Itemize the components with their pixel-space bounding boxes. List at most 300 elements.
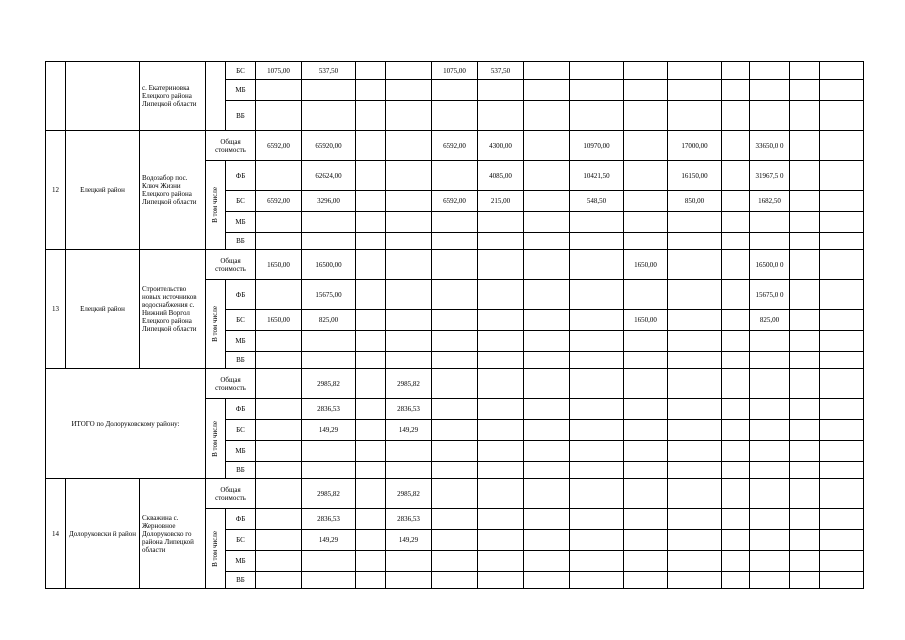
num-cell: 13 bbox=[46, 250, 66, 369]
value-cell bbox=[624, 462, 668, 479]
value-cell bbox=[820, 62, 864, 80]
budget-type: БС bbox=[226, 530, 256, 551]
district-cell: Елецкий район bbox=[66, 131, 140, 250]
value-cell bbox=[256, 462, 302, 479]
value-cell: 149,29 bbox=[386, 420, 432, 441]
value-cell bbox=[356, 331, 386, 352]
value-cell bbox=[570, 352, 624, 369]
value-cell bbox=[750, 441, 790, 462]
value-cell bbox=[668, 212, 722, 233]
value-cell bbox=[524, 212, 570, 233]
value-cell bbox=[750, 551, 790, 572]
value-cell bbox=[478, 331, 524, 352]
value-cell bbox=[570, 331, 624, 352]
value-cell bbox=[432, 80, 478, 101]
value-cell bbox=[820, 131, 864, 161]
value-cell bbox=[624, 479, 668, 509]
value-cell: 149,29 bbox=[386, 530, 432, 551]
value-cell: 17000,00 bbox=[668, 131, 722, 161]
value-cell bbox=[570, 441, 624, 462]
value-cell bbox=[722, 551, 750, 572]
value-cell: 1650,00 bbox=[256, 310, 302, 331]
value-cell: 6592,00 bbox=[432, 191, 478, 212]
value-cell bbox=[820, 420, 864, 441]
value-cell: 1075,00 bbox=[256, 62, 302, 80]
table-row bbox=[46, 250, 864, 280]
value-cell bbox=[668, 369, 722, 399]
value-cell bbox=[256, 420, 302, 441]
budget-type: МБ bbox=[226, 212, 256, 233]
value-cell bbox=[624, 352, 668, 369]
value-cell bbox=[750, 101, 790, 131]
value-cell bbox=[432, 420, 478, 441]
value-cell bbox=[256, 101, 302, 131]
value-cell bbox=[570, 420, 624, 441]
value-cell bbox=[386, 161, 432, 191]
value-cell bbox=[356, 530, 386, 551]
value-cell bbox=[524, 509, 570, 530]
value-cell bbox=[722, 101, 750, 131]
value-cell bbox=[386, 352, 432, 369]
value-cell: 4085,00 bbox=[478, 161, 524, 191]
value-cell bbox=[820, 551, 864, 572]
value-cell bbox=[790, 191, 820, 212]
value-cell bbox=[356, 509, 386, 530]
value-cell bbox=[624, 80, 668, 101]
budget-type: БС bbox=[226, 191, 256, 212]
value-cell: 149,29 bbox=[302, 420, 356, 441]
value-cell: 548,50 bbox=[570, 191, 624, 212]
budget-type: ФБ bbox=[226, 399, 256, 420]
value-cell bbox=[820, 441, 864, 462]
value-cell bbox=[478, 212, 524, 233]
value-cell bbox=[722, 331, 750, 352]
value-cell bbox=[820, 331, 864, 352]
value-cell bbox=[750, 212, 790, 233]
value-cell bbox=[668, 441, 722, 462]
value-cell bbox=[478, 352, 524, 369]
value-cell bbox=[356, 131, 386, 161]
value-cell bbox=[256, 161, 302, 191]
value-cell bbox=[722, 352, 750, 369]
district-cell: Долоруковски й район bbox=[66, 479, 140, 589]
value-cell: 62624,00 bbox=[302, 161, 356, 191]
value-cell: 2836,53 bbox=[386, 509, 432, 530]
value-cell bbox=[722, 131, 750, 161]
value-cell bbox=[790, 161, 820, 191]
value-cell bbox=[478, 101, 524, 131]
value-cell bbox=[722, 280, 750, 310]
value-cell bbox=[668, 572, 722, 589]
budget-type: МБ bbox=[226, 551, 256, 572]
value-cell bbox=[624, 161, 668, 191]
value-cell: 65920,00 bbox=[302, 131, 356, 161]
value-cell bbox=[302, 212, 356, 233]
value-cell bbox=[750, 530, 790, 551]
value-cell bbox=[302, 551, 356, 572]
value-cell bbox=[256, 352, 302, 369]
value-cell bbox=[386, 233, 432, 250]
value-cell bbox=[386, 62, 432, 80]
value-cell bbox=[624, 572, 668, 589]
value-cell bbox=[524, 399, 570, 420]
value-cell: 10421,50 bbox=[570, 161, 624, 191]
value-cell bbox=[356, 369, 386, 399]
value-cell bbox=[668, 80, 722, 101]
value-cell bbox=[256, 369, 302, 399]
value-cell bbox=[256, 280, 302, 310]
value-cell bbox=[624, 191, 668, 212]
value-cell bbox=[722, 191, 750, 212]
value-cell bbox=[478, 369, 524, 399]
value-cell bbox=[356, 250, 386, 280]
value-cell bbox=[570, 530, 624, 551]
value-cell bbox=[750, 462, 790, 479]
value-cell bbox=[570, 212, 624, 233]
value-cell: 537,50 bbox=[478, 62, 524, 80]
value-cell bbox=[478, 530, 524, 551]
value-cell bbox=[624, 233, 668, 250]
value-cell bbox=[302, 572, 356, 589]
value-cell: 1650,00 bbox=[256, 250, 302, 280]
budget-type: ФБ bbox=[226, 161, 256, 191]
budget-type: МБ bbox=[226, 80, 256, 101]
value-cell bbox=[386, 310, 432, 331]
value-cell bbox=[570, 572, 624, 589]
value-cell bbox=[524, 331, 570, 352]
object-cell: с. Екатериновка Елецкого района Липецкой области bbox=[140, 62, 206, 131]
value-cell bbox=[356, 551, 386, 572]
value-cell bbox=[790, 509, 820, 530]
value-cell bbox=[790, 212, 820, 233]
value-cell bbox=[750, 80, 790, 101]
value-cell: 6592,00 bbox=[256, 131, 302, 161]
value-cell bbox=[722, 420, 750, 441]
value-cell bbox=[432, 310, 478, 331]
value-cell bbox=[790, 250, 820, 280]
value-cell bbox=[668, 331, 722, 352]
value-cell bbox=[524, 551, 570, 572]
budget-type: ВБ bbox=[226, 233, 256, 250]
value-cell bbox=[524, 250, 570, 280]
budget-type: ФБ bbox=[226, 509, 256, 530]
value-cell: 15675,00 bbox=[302, 280, 356, 310]
value-cell bbox=[790, 441, 820, 462]
budget-type: МБ bbox=[226, 331, 256, 352]
value-cell bbox=[386, 441, 432, 462]
value-cell bbox=[790, 479, 820, 509]
value-cell: 2985,82 bbox=[386, 369, 432, 399]
value-cell bbox=[624, 280, 668, 310]
object-cell: Скважина с. Жерновное Долоруковско го района Липецкой области bbox=[140, 479, 206, 589]
table-row bbox=[46, 62, 864, 80]
value-cell bbox=[478, 509, 524, 530]
value-cell bbox=[256, 212, 302, 233]
value-cell: 149,29 bbox=[302, 530, 356, 551]
total-cost-label: Общая стоимость bbox=[206, 369, 256, 399]
value-cell bbox=[524, 191, 570, 212]
value-cell: 10970,00 bbox=[570, 131, 624, 161]
incl-label: В том числе bbox=[211, 306, 219, 342]
value-cell bbox=[668, 462, 722, 479]
value-cell bbox=[668, 250, 722, 280]
value-cell bbox=[524, 131, 570, 161]
value-cell bbox=[256, 572, 302, 589]
value-cell bbox=[570, 551, 624, 572]
value-cell bbox=[524, 233, 570, 250]
value-cell bbox=[750, 420, 790, 441]
value-cell: 1075,00 bbox=[432, 62, 478, 80]
incl-label: В том числе bbox=[211, 530, 219, 567]
value-cell bbox=[790, 352, 820, 369]
value-cell bbox=[478, 551, 524, 572]
value-cell bbox=[356, 310, 386, 331]
value-cell: 825,00 bbox=[302, 310, 356, 331]
value-cell bbox=[356, 572, 386, 589]
value-cell bbox=[256, 530, 302, 551]
budget-type: ФБ bbox=[226, 280, 256, 310]
value-cell bbox=[624, 131, 668, 161]
value-cell bbox=[432, 441, 478, 462]
value-cell bbox=[386, 80, 432, 101]
value-cell bbox=[624, 530, 668, 551]
value-cell bbox=[524, 572, 570, 589]
value-cell: 4300,00 bbox=[478, 131, 524, 161]
value-cell bbox=[750, 509, 790, 530]
value-cell bbox=[386, 551, 432, 572]
value-cell bbox=[790, 399, 820, 420]
value-cell bbox=[432, 509, 478, 530]
value-cell bbox=[356, 479, 386, 509]
value-cell bbox=[790, 420, 820, 441]
value-cell bbox=[356, 420, 386, 441]
value-cell bbox=[478, 479, 524, 509]
value-cell bbox=[820, 352, 864, 369]
value-cell bbox=[386, 331, 432, 352]
value-cell bbox=[668, 62, 722, 80]
table-row bbox=[46, 369, 864, 399]
object-cell: Строительство новых источников водоснабжения с. Нижний Воргол Елецкого района Липецкой области bbox=[140, 250, 206, 369]
value-cell bbox=[722, 369, 750, 399]
value-cell bbox=[790, 310, 820, 331]
incl-label-cell bbox=[206, 399, 226, 479]
value-cell bbox=[570, 462, 624, 479]
value-cell bbox=[722, 233, 750, 250]
table-row bbox=[46, 479, 864, 509]
value-cell bbox=[256, 233, 302, 250]
incl-label-cell bbox=[206, 161, 226, 250]
value-cell bbox=[668, 420, 722, 441]
table-body bbox=[46, 62, 864, 589]
value-cell bbox=[478, 250, 524, 280]
value-cell bbox=[386, 191, 432, 212]
value-cell bbox=[570, 509, 624, 530]
value-cell bbox=[790, 331, 820, 352]
value-cell bbox=[820, 80, 864, 101]
value-cell bbox=[524, 161, 570, 191]
value-cell bbox=[570, 80, 624, 101]
value-cell bbox=[624, 62, 668, 80]
value-cell bbox=[432, 101, 478, 131]
value-cell bbox=[820, 250, 864, 280]
value-cell bbox=[820, 161, 864, 191]
value-cell: 16500,0 0 bbox=[750, 250, 790, 280]
value-cell bbox=[386, 572, 432, 589]
value-cell bbox=[524, 530, 570, 551]
value-cell bbox=[722, 572, 750, 589]
num-cell bbox=[46, 62, 66, 131]
value-cell bbox=[386, 101, 432, 131]
value-cell bbox=[356, 352, 386, 369]
value-cell bbox=[624, 551, 668, 572]
budget-table bbox=[45, 61, 864, 589]
value-cell bbox=[722, 310, 750, 331]
value-cell bbox=[624, 509, 668, 530]
value-cell bbox=[432, 352, 478, 369]
value-cell bbox=[820, 462, 864, 479]
value-cell bbox=[478, 233, 524, 250]
value-cell bbox=[668, 310, 722, 331]
value-cell bbox=[820, 399, 864, 420]
budget-type: БС bbox=[226, 310, 256, 331]
value-cell: 15675,0 0 bbox=[750, 280, 790, 310]
value-cell bbox=[722, 509, 750, 530]
value-cell: 6592,00 bbox=[256, 191, 302, 212]
value-cell bbox=[524, 462, 570, 479]
value-cell bbox=[432, 479, 478, 509]
value-cell bbox=[478, 462, 524, 479]
num-cell: 12 bbox=[46, 131, 66, 250]
value-cell bbox=[432, 369, 478, 399]
value-cell bbox=[432, 280, 478, 310]
value-cell bbox=[722, 399, 750, 420]
value-cell: 16500,00 bbox=[302, 250, 356, 280]
value-cell bbox=[478, 310, 524, 331]
value-cell bbox=[820, 101, 864, 131]
value-cell bbox=[524, 101, 570, 131]
value-cell bbox=[668, 280, 722, 310]
value-cell bbox=[790, 233, 820, 250]
value-cell bbox=[722, 441, 750, 462]
value-cell: 2836,53 bbox=[302, 399, 356, 420]
value-cell bbox=[722, 250, 750, 280]
value-cell bbox=[570, 233, 624, 250]
value-cell bbox=[750, 352, 790, 369]
value-cell bbox=[820, 572, 864, 589]
value-cell bbox=[790, 62, 820, 80]
value-cell bbox=[256, 479, 302, 509]
value-cell bbox=[722, 62, 750, 80]
value-cell bbox=[820, 479, 864, 509]
value-cell bbox=[386, 131, 432, 161]
budget-type: ВБ bbox=[226, 352, 256, 369]
value-cell bbox=[356, 233, 386, 250]
value-cell bbox=[302, 441, 356, 462]
value-cell bbox=[356, 212, 386, 233]
value-cell bbox=[432, 572, 478, 589]
value-cell bbox=[386, 250, 432, 280]
value-cell bbox=[356, 462, 386, 479]
value-cell bbox=[432, 551, 478, 572]
value-cell bbox=[478, 420, 524, 441]
value-cell bbox=[478, 399, 524, 420]
value-cell bbox=[668, 551, 722, 572]
value-cell bbox=[820, 191, 864, 212]
value-cell bbox=[790, 572, 820, 589]
value-cell bbox=[624, 331, 668, 352]
incl-label-cell bbox=[206, 280, 226, 369]
table-row bbox=[46, 131, 864, 161]
value-cell bbox=[302, 331, 356, 352]
value-cell bbox=[386, 462, 432, 479]
value-cell: 6592,00 bbox=[432, 131, 478, 161]
value-cell bbox=[722, 479, 750, 509]
value-cell bbox=[624, 441, 668, 462]
value-cell bbox=[750, 62, 790, 80]
total-label: ИТОГО по Долоруковскому району: bbox=[46, 369, 206, 479]
value-cell bbox=[570, 101, 624, 131]
value-cell: 2836,53 bbox=[302, 509, 356, 530]
value-cell: 825,00 bbox=[750, 310, 790, 331]
value-cell bbox=[750, 399, 790, 420]
value-cell bbox=[820, 280, 864, 310]
value-cell bbox=[750, 572, 790, 589]
value-cell bbox=[722, 161, 750, 191]
object-cell: Водозабор пос. Ключ Жизни Елецкого района Липецкой области bbox=[140, 131, 206, 250]
value-cell bbox=[570, 479, 624, 509]
value-cell bbox=[302, 101, 356, 131]
value-cell bbox=[570, 399, 624, 420]
value-cell bbox=[790, 101, 820, 131]
value-cell bbox=[524, 352, 570, 369]
value-cell bbox=[790, 131, 820, 161]
num-cell: 14 bbox=[46, 479, 66, 589]
value-cell bbox=[524, 80, 570, 101]
value-cell: 215,00 bbox=[478, 191, 524, 212]
value-cell bbox=[478, 80, 524, 101]
budget-type: ВБ bbox=[226, 462, 256, 479]
value-cell bbox=[570, 280, 624, 310]
value-cell bbox=[750, 233, 790, 250]
value-cell bbox=[570, 310, 624, 331]
value-cell: 2985,82 bbox=[302, 479, 356, 509]
value-cell bbox=[570, 369, 624, 399]
value-cell bbox=[820, 369, 864, 399]
value-cell: 1650,00 bbox=[624, 310, 668, 331]
value-cell: 33650,0 0 bbox=[750, 131, 790, 161]
value-cell bbox=[790, 551, 820, 572]
total-cost-label: Общая стоимость bbox=[206, 131, 256, 161]
value-cell bbox=[256, 441, 302, 462]
value-cell bbox=[790, 530, 820, 551]
value-cell bbox=[256, 331, 302, 352]
value-cell bbox=[432, 530, 478, 551]
value-cell: 2985,82 bbox=[302, 369, 356, 399]
value-cell bbox=[820, 310, 864, 331]
value-cell bbox=[722, 212, 750, 233]
value-cell bbox=[356, 441, 386, 462]
value-cell bbox=[356, 101, 386, 131]
value-cell bbox=[524, 62, 570, 80]
value-cell bbox=[570, 250, 624, 280]
value-cell bbox=[256, 509, 302, 530]
value-cell bbox=[722, 530, 750, 551]
value-cell bbox=[432, 399, 478, 420]
value-cell bbox=[668, 509, 722, 530]
value-cell: 2985,82 bbox=[386, 479, 432, 509]
value-cell bbox=[356, 161, 386, 191]
budget-type: БС bbox=[226, 420, 256, 441]
